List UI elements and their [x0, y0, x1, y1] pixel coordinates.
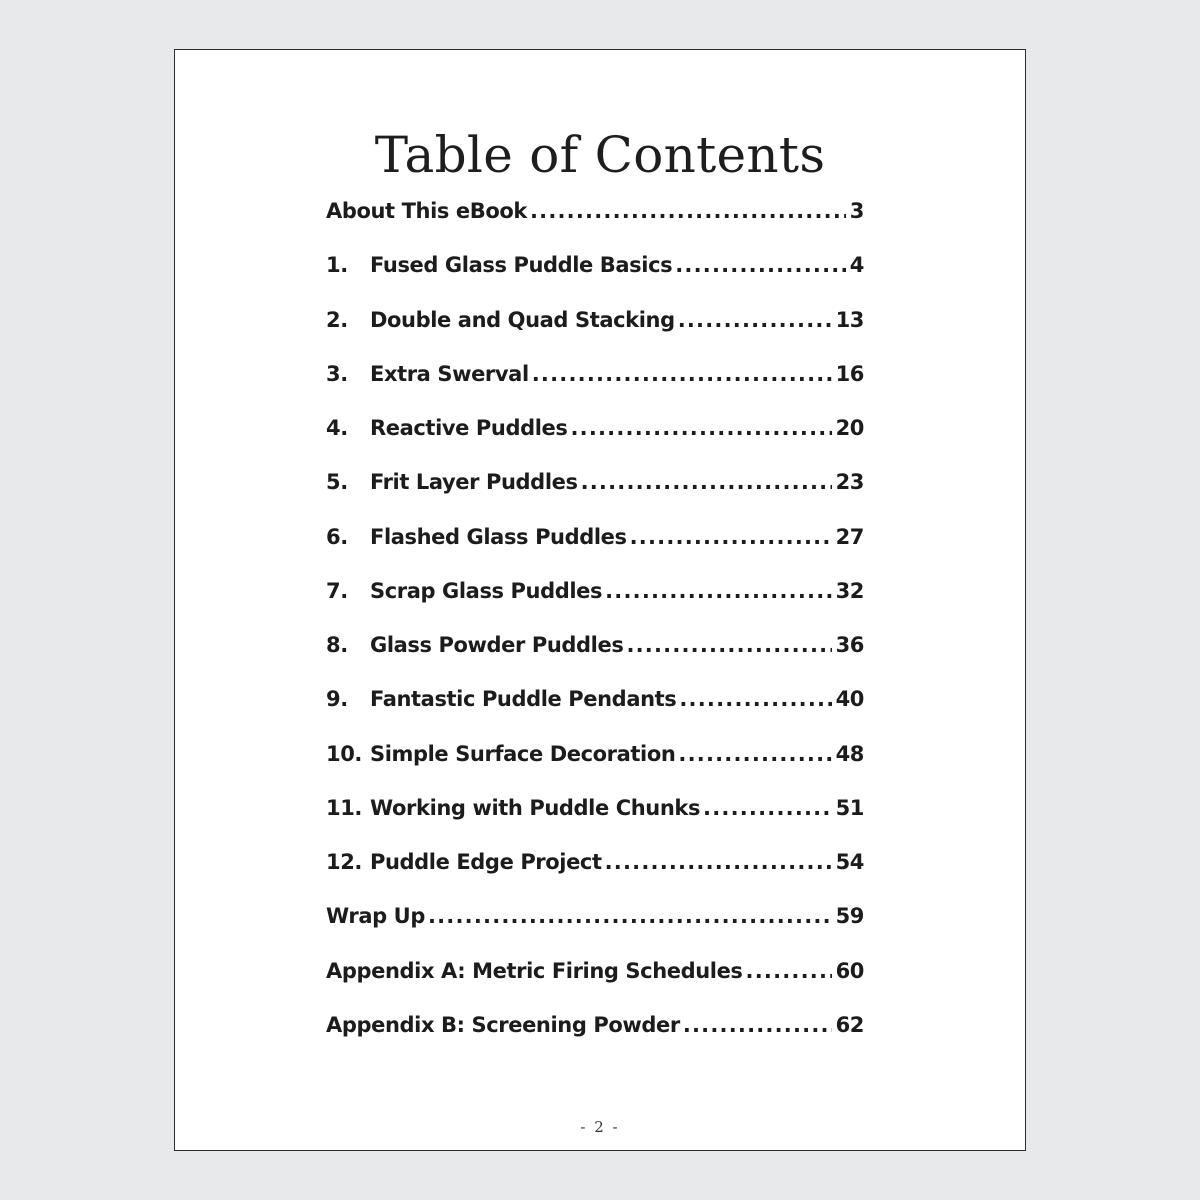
- toc-entry-number: 3.: [326, 361, 348, 386]
- toc-dot-leader: [675, 238, 846, 292]
- toc-entry-chapter-1[interactable]: [326, 238, 864, 292]
- toc-dot-leader: [746, 944, 832, 998]
- table-of-contents: [326, 184, 864, 1052]
- toc-entry-page: 51: [835, 795, 864, 820]
- toc-dot-leader: [605, 564, 831, 618]
- toc-entry-page: 32: [835, 578, 864, 603]
- toc-entry-chapter-12[interactable]: [326, 835, 864, 889]
- toc-entry-label: Frit Layer Puddles: [370, 470, 578, 495]
- toc-entry-page: 62: [835, 1012, 864, 1037]
- toc-entry-number: 8.: [326, 633, 348, 657]
- toc-entry-chapter-7[interactable]: [326, 564, 864, 618]
- toc-entry-number: 1.: [326, 253, 348, 278]
- toc-entry-wrap-up[interactable]: [326, 889, 864, 943]
- toc-entry-number: 10.: [326, 741, 363, 766]
- toc-entry-chapter-3[interactable]: [326, 347, 864, 401]
- toc-dot-leader: [581, 455, 832, 509]
- toc-entry-chapter-10[interactable]: [326, 727, 864, 781]
- toc-entry-number: 7.: [326, 578, 348, 603]
- toc-entry-label: Appendix B: Screening Powder: [326, 1012, 680, 1037]
- toc-dot-leader: [605, 835, 832, 889]
- toc-entry-appendix-a[interactable]: [326, 944, 864, 998]
- toc-entry-chapter-5[interactable]: [326, 455, 864, 509]
- toc-entry-label: Fantastic Puddle Pendants: [370, 687, 677, 712]
- toc-entry-label: Working with Puddle Chunks: [370, 795, 701, 820]
- toc-entry-label: Reactive Puddles: [370, 416, 568, 440]
- toc-entry-page: 54: [835, 850, 864, 874]
- toc-entry-page: 3: [849, 199, 864, 223]
- toc-entry-chapter-9[interactable]: [326, 672, 864, 726]
- toc-dot-leader: [530, 184, 846, 238]
- toc-entry-label: Flashed Glass Puddles: [370, 524, 627, 549]
- toc-entry-label: Double and Quad Stacking: [370, 307, 675, 332]
- toc-entry-number: 5.: [326, 470, 348, 495]
- toc-entry-label: Scrap Glass Puddles: [370, 578, 603, 603]
- toc-entry-page: 40: [835, 687, 864, 712]
- toc-entry-page: 36: [835, 633, 864, 657]
- toc-entry-page: 13: [835, 307, 864, 332]
- toc-dot-leader: [703, 781, 832, 835]
- toc-entry-label: Simple Surface Decoration: [370, 741, 676, 766]
- toc-entry-number: 11.: [326, 795, 363, 820]
- toc-dot-leader: [532, 347, 832, 401]
- toc-entry-chapter-4[interactable]: [326, 401, 864, 455]
- toc-entry-label: Wrap Up: [326, 904, 425, 929]
- toc-dot-leader: [678, 293, 832, 347]
- toc-dot-leader: [678, 727, 831, 781]
- toc-entry-appendix-b[interactable]: [326, 998, 864, 1052]
- toc-entry-chapter-11[interactable]: [326, 781, 864, 835]
- toc-entry-page: 60: [835, 958, 864, 983]
- toc-entry-page: 59: [835, 904, 864, 929]
- toc-entry-label: Glass Powder Puddles: [370, 633, 624, 657]
- toc-entry-number: 9.: [326, 687, 348, 712]
- toc-entry-label: Appendix A: Metric Firing Schedules: [326, 958, 743, 983]
- toc-entry-number: 6.: [326, 524, 348, 549]
- page-title: Table of Contents: [374, 126, 826, 184]
- toc-entry-chapter-8[interactable]: [326, 618, 864, 672]
- toc-dot-leader: [683, 998, 832, 1052]
- toc-entry-page: 16: [835, 361, 864, 386]
- toc-entry-about[interactable]: [326, 184, 864, 238]
- toc-entry-number: 2.: [326, 307, 348, 332]
- toc-entry-number: 12.: [326, 850, 363, 874]
- toc-entry-label: Extra Swerval: [370, 361, 529, 386]
- toc-dot-leader: [626, 618, 831, 672]
- toc-entry-chapter-2[interactable]: [326, 293, 864, 347]
- toc-entry-label: Fused Glass Puddle Basics: [370, 253, 673, 278]
- toc-entry-page: 48: [835, 741, 864, 766]
- page-number: - 2 -: [580, 1118, 620, 1136]
- toc-entry-label: Puddle Edge Project: [370, 850, 602, 874]
- toc-entry-page: 23: [835, 470, 864, 495]
- toc-dot-leader: [428, 889, 832, 943]
- toc-entry-page: 20: [835, 416, 864, 440]
- toc-entry-chapter-6[interactable]: [326, 510, 864, 564]
- toc-entry-label: About This eBook: [326, 199, 527, 223]
- document-page: [174, 49, 1026, 1151]
- toc-dot-leader: [570, 401, 831, 455]
- toc-dot-leader: [630, 510, 832, 564]
- toc-dot-leader: [679, 672, 831, 726]
- toc-entry-page: 4: [849, 253, 864, 278]
- toc-entry-number: 4.: [326, 416, 348, 440]
- toc-entry-page: 27: [835, 524, 864, 549]
